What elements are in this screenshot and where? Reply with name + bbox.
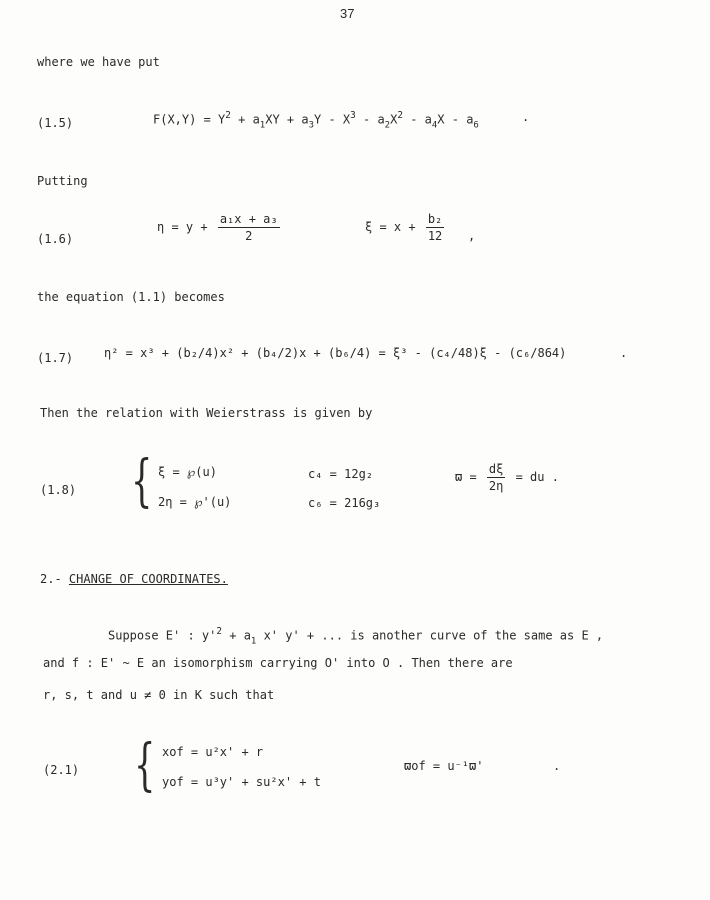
equation-label: (1.6) [37,232,74,246]
equation-line: 2η = ℘'(u) [158,495,232,509]
left-brace-icon: { [134,733,156,798]
equation-line: xof = u²x' + r [162,745,264,759]
xi-definition: ξ = x + $\frac{\text{b₂}}{12}$ [365,212,443,243]
paragraph-line: r, s, t and u ≠ 0 in K such that [43,688,275,702]
equation-label: (1.7) [37,351,74,365]
eta-definition: η = y + $\frac{\text{a₁x + a₃}}{2}$ [157,212,278,243]
section-heading [40,572,228,586]
section-title: CHANGE OF COORDINATES. [68,572,228,586]
eta-fraction: $\frac{\text{a₁x + a₃}}{2}$ [219,212,278,243]
paragraph-line: Suppose E' : $y'^2 + a_1$ x' y' + ... is another curve of the same as E , [108,626,604,647]
section-number: 2.- [40,572,62,586]
equation-line: ξ = ℘(u) [158,465,217,479]
becomes-text: the equation (1.1) becomes [37,290,225,304]
equation-label: (1.5) [37,116,74,130]
c6-definition: c₆ = 216g₃ [308,496,381,510]
xi-fraction: $\frac{\text{b₂}}{12}$ [427,212,443,243]
paragraph-line: and f : E' ~ E an isomorphism carrying O' into O . Then there are [43,656,513,670]
equation-end-mark: . [620,346,628,360]
intro-text: where we have put [37,55,160,69]
c4-definition: c₄ = 12g₂ [308,467,374,481]
left-brace-icon: { [131,449,153,514]
equation-body: η² = x³ + (b₂/4)x² + (b₄/2)x + (b₆/4) = ξ³ - (c₄/48)ξ - (c₆/864) [104,346,567,360]
omega-definition: ϖ = $\frac{d\xi}{2\eta}$ = du . [455,462,559,493]
equation-end-mark: , [468,229,476,243]
equation-body: $F(X,Y) = Y^2 + a_1XY + a_3Y - X^3 - a_2X^2 - a_4X - a_6$ [153,110,479,131]
equation-end-mark: . [553,759,561,773]
equation-end-mark: . [522,110,530,124]
weierstrass-text: Then the relation with Weierstrass is given by [40,406,373,420]
equation-label: (2.1) [43,763,80,777]
putting-text: Putting [37,174,88,188]
equation-line: yof = u³y' + su²x' + t [162,775,321,789]
equation-label: (1.8) [40,483,77,497]
omega-transform: ϖof = u⁻¹ϖ' [404,759,484,773]
omega-fraction: $\frac{d\xi}{2\eta}$ [488,462,504,493]
page-number: 37 [340,6,355,21]
